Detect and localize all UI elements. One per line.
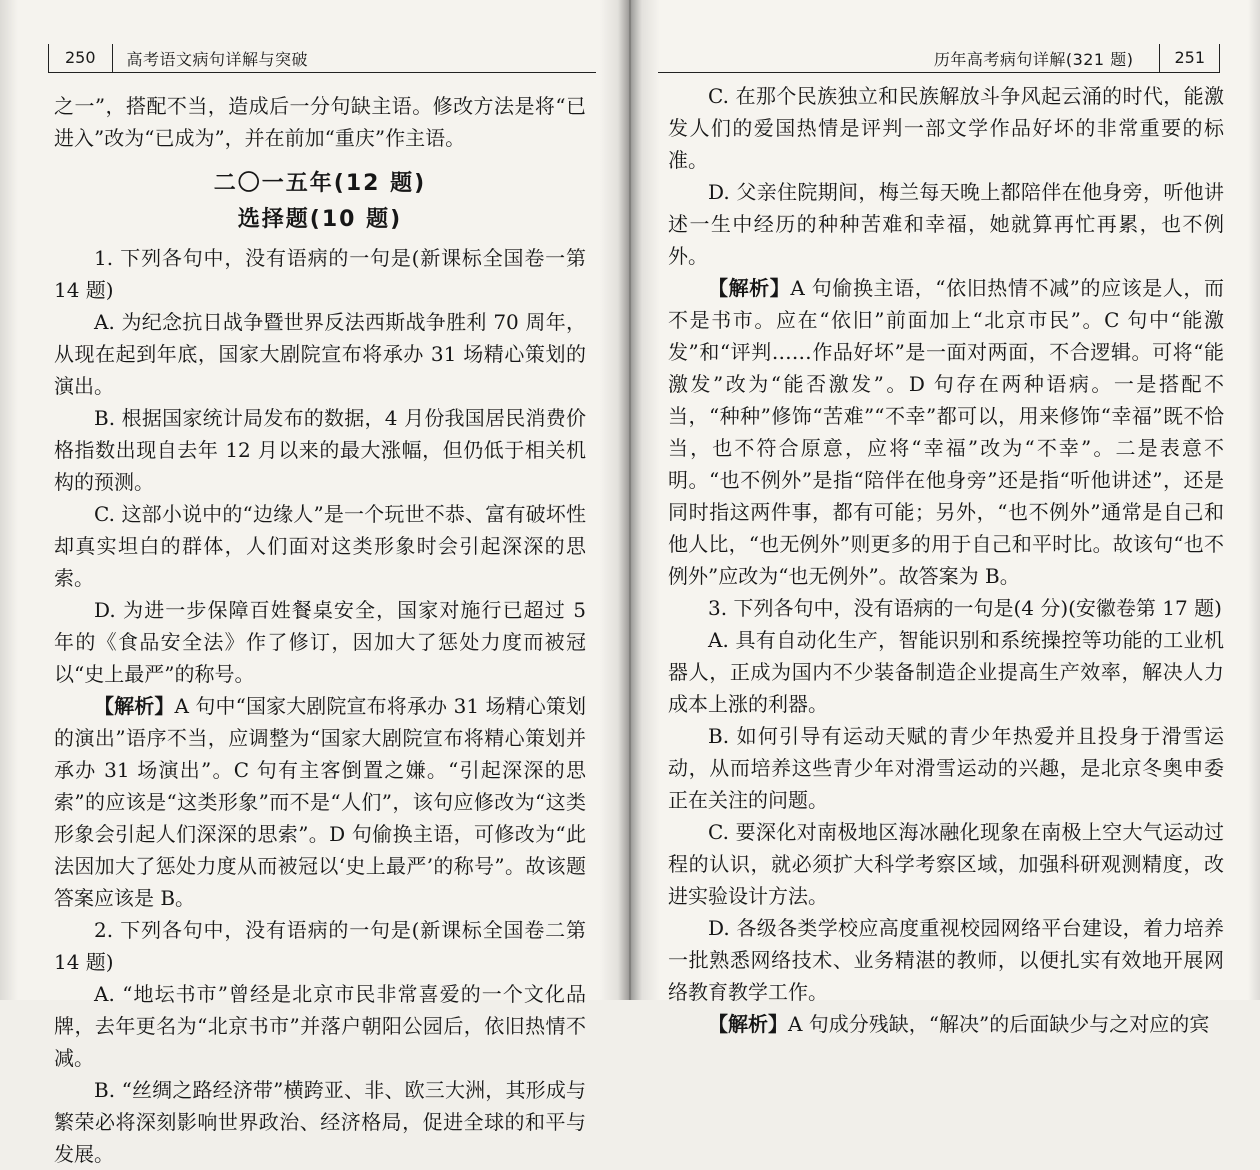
right-page-body bbox=[668, 80, 1224, 1040]
page-number: 251 bbox=[1159, 44, 1220, 72]
subsection-title: 选择题(10 题) bbox=[237, 207, 403, 232]
left-page bbox=[0, 0, 628, 1166]
question-2-option-c: C. 在那个民族独立和民族解放斗争风起云涌的时代，能激发人们的爱国热情是评判一部文学作品好坏的非常重要的标准。 bbox=[668, 84, 1224, 172]
left-page-body bbox=[54, 90, 586, 1170]
right-page bbox=[632, 0, 1260, 1036]
question-2-option-d: D. 父亲住院期间，梅兰每天晚上都陪伴在他身旁，听他讲述一生中经历的种种苦难和幸福，她就算再忙再累，也不例外。 bbox=[668, 180, 1224, 268]
question-1-analysis bbox=[54, 690, 586, 914]
intro-paragraph: 之一”，搭配不当，造成后一分句缺主语。修改方法是将“已进入”改为“已成为”，并在前加“重庆”作主语。 bbox=[54, 94, 586, 150]
question-3-option-b: B. 如何引导有运动天赋的青少年热爱并且投身于滑雪运动，从而培养这些青少年对滑雪运动的兴趣，是北京冬奥申委正在关注的问题。 bbox=[668, 724, 1224, 812]
page-number: 250 bbox=[48, 44, 113, 72]
page-edge-shadow bbox=[1248, 0, 1260, 1000]
analysis-tag: 【解析】 bbox=[708, 1012, 788, 1036]
running-title: 历年高考病句详解(321 题) bbox=[933, 49, 1134, 69]
question-2-option-b: B. “丝绸之路经济带”横跨亚、非、欧三大洲，其形成与繁荣必将深刻影响世界政治、经济格局，促进全球的和平与发展。 bbox=[54, 1078, 586, 1166]
page-edge-shadow bbox=[0, 0, 18, 1000]
question-2-option-a: A. “地坛书市”曾经是北京市民非常喜爱的一个文化品牌，去年更名为“北京书市”并落户朝阳公园后，依旧热情不减。 bbox=[54, 982, 586, 1070]
right-running-header bbox=[658, 44, 1220, 73]
analysis-tag: 【解析】 bbox=[94, 694, 175, 718]
question-1-option-c: C. 这部小说中的“边缘人”是一个玩世不恭、富有破坏性却真实坦白的群体，人们面对这类形象时会引起深深的思索。 bbox=[54, 502, 586, 590]
question-2-analysis bbox=[668, 272, 1224, 592]
question-1-option-b: B. 根据国家统计局发布的数据，4 月份我国居民消费价格指数出现自去年 12 月以来的最大涨幅，但仍低于相关机构的预测。 bbox=[54, 406, 586, 494]
section-title: 二〇一五年(12 题) bbox=[213, 171, 427, 196]
analysis-text: A 句偷换主语，“依旧热情不减”的应该是人，而不是书市。应在“依旧”前面加上“北京市民”。C 句中“能激发”和“评判……作品好坏”是一面对两面，不合逻辑。可将“能激发”改为“能否激发”。D 句存在两种语病。一是搭配不当，“种种”修饰“苦难”“不幸”都可以，用来修饰“幸福”既不恰当，也不符合原意，应将“幸福”改为“不幸”。二是表意不明。“也不例外”是指“陪伴在他身旁”还是指“听他讲述”，还是同时指这两件事，都有可能；另外，“也不例外”通常是自己和他人比，“也无例外”则更多的用于自己和平时比。故该句“也不例外”应改为“也无例外”。故答案为 B。 bbox=[668, 276, 1225, 588]
running-title: 高考语文病句详解与突破 bbox=[126, 49, 309, 69]
question-1-option-d: D. 为进一步保障百姓餐桌安全，国家对施行已超过 5 年的《食品安全法》作了修订，因加大了惩处力度而被冠以“史上最严”的称号。 bbox=[54, 598, 586, 686]
analysis-text: A 句中“国家大剧院宣布将承办 31 场精心策划的演出”语序不当，应调整为“国家大剧院宣布将精心策划并承办 31 场演出”。C 句有主客倒置之嫌。“引起深深的思索”的应该是“这类形象”而不是“人们”，该句应修改为“这类形象会引起人们深深的思索”。D 句偷换主语，可修改为“此法因加大了惩处力度从而被冠以‘史上最严’的称号”。故该题答案应该是 B。 bbox=[54, 694, 586, 910]
question-2-stem: 2. 下列各句中，没有语病的一句是(新课标全国卷二第14 题) bbox=[54, 918, 586, 974]
analysis-text: A 句成分残缺，“解决”的后面缺少与之对应的宾 bbox=[788, 1012, 1210, 1036]
question-3-option-a: A. 具有自动化生产，智能识别和系统操控等功能的工业机器人，正成为国内不少装备制造企业提高生产效率，解决人力成本上涨的利器。 bbox=[668, 628, 1224, 716]
question-3-option-c: C. 要深化对南极地区海冰融化现象在南极上空大气运动过程的认识，就必须扩大科学考察区域，加强科研观测精度，改进实验设计方法。 bbox=[668, 820, 1224, 908]
question-3-stem: 3. 下列各句中，没有语病的一句是(4 分)(安徽卷第 17 题) bbox=[708, 596, 1222, 620]
question-1-option-a: A. 为纪念抗日战争暨世界反法西斯战争胜利 70 周年，从现在起到年底，国家大剧院宣布将承办 31 场精心策划的演出。 bbox=[54, 310, 586, 398]
question-1-stem: 1. 下列各句中，没有语病的一句是(新课标全国卷一第14 题) bbox=[54, 246, 586, 302]
left-running-header bbox=[48, 44, 596, 73]
question-3-option-d: D. 各级各类学校应高度重视校园网络平台建设，着力培养一批熟悉网络技术、业务精湛的教师，以便扎实有效地开展网络教育教学工作。 bbox=[668, 916, 1224, 1004]
question-3-analysis bbox=[668, 1008, 1224, 1040]
analysis-tag: 【解析】 bbox=[708, 276, 791, 300]
